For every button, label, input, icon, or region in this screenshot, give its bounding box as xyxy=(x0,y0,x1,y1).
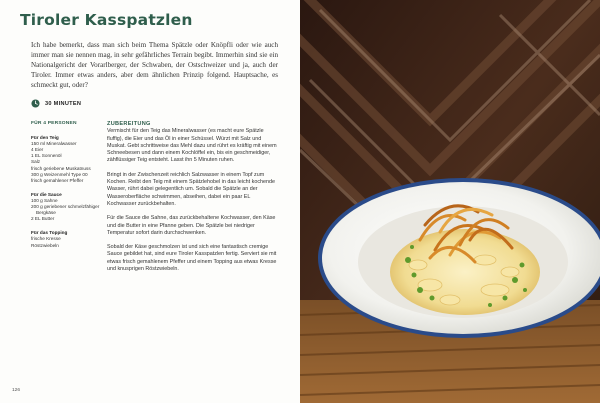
preparation-section xyxy=(107,121,278,280)
ingredient-item: 200 g geriebener schmelzfähiger xyxy=(31,204,100,210)
time-row xyxy=(31,98,81,109)
ingredients-heading: FÜR 4 PERSONEN xyxy=(31,121,77,126)
intro-text: Ich habe bemerkt, dass man sich beim Thema Spätzle oder Knöpfli oder wie auch immer man sie nennen mag, in sehr gefährliches Terrain begibt. Immerhin sind sie ein Nationalgericht der Vorarlberger, der Schwaben, der Ostschweizer und ja, auch der Tiroler. Immer etwas anders, aber dem ähnlichen Prinzip folgend. Hauptsache, es schmeckt gut, oder? xyxy=(31,41,278,89)
ingredient-item: 300 g Weizenmehl Type 00 xyxy=(31,171,88,177)
preparation-paragraph: Sobald der Käse geschmolzen ist und sich eine fantastisch cremige Sauce gebildet hat, sind eure Tiroler Kasspatzlen fertig. Serviert sie mit etwas frisch gemahlenem Pfeffer und einem Topping aus etwas Kresse und knusprigen Röstzwiebeln. xyxy=(107,244,277,273)
ingredient-group-title: Für die Sauce xyxy=(31,191,62,197)
right-page xyxy=(300,0,600,403)
preparation-paragraph: Für die Sauce die Sahne, das zurückbehaltene Kochwasser, den Käse und die Butter in eine Pfanne geben. Die Spätzle bei niedriger Temperatur sofort darin durchschwenken. xyxy=(107,215,276,236)
ingredient-group-title: Für das Topping xyxy=(31,230,68,236)
page-number: 126 xyxy=(12,388,21,393)
ingredient-item: frisch geriebene Muskatnuss xyxy=(31,165,91,171)
ingredient-item: Röstzwiebeln xyxy=(31,242,59,248)
ingredient-item: Salz xyxy=(31,159,41,165)
preparation-heading: ZUBEREITUNG xyxy=(107,121,151,127)
ingredient-item: 1 EL Sonnenöl xyxy=(31,153,62,159)
ingredient-group-title: Für den Teig xyxy=(31,135,59,141)
ingredient-item: 150 ml Mineralwasser xyxy=(31,141,77,147)
ingredient-item: frisch gemahlener Pfeffer xyxy=(31,177,84,183)
recipe-title: Tiroler Kasspatzlen xyxy=(20,11,193,29)
preparation-paragraph: Bringt in der Zwischenzeit reichlich Salzwasser in einem Topf zum Kochen. Reibt den Teig mit einem Spätzlehobel in das leicht kochende Wasser, rührt dabei gelegentlich um. Sobald die Spätzle an der Wasseroberfläche schwimmen, abseihen, dabei ein paar EL Kochwasser zurückbehalten. xyxy=(107,171,276,207)
preparation-paragraph: Vermischt für den Teig das Mineralwasser (es macht eure Spätzle fluffig), die Eier und das Öl in einer Schüssel. Würzt mit Salz und Muskat. Gebt schrittweise das Mehl dazu und rührt es kräftig mit einem Schneebesen und dann einem Kochlöffel ein, bis ein geschmeidiger, zähflüssiger Teig entsteht. Lasst ihn 5 Minuten ruhen. xyxy=(107,128,277,164)
time-label: 30 MINUTEN xyxy=(45,100,82,107)
ingredient-item: 2 EL Butter xyxy=(31,216,55,222)
ingredient-item: frische Kresse xyxy=(31,236,61,242)
ingredient-item: 100 g Sahne xyxy=(31,197,58,203)
clock-icon xyxy=(31,99,40,108)
ingredients-list xyxy=(31,121,116,249)
ingredient-item: Bergkäse xyxy=(36,210,56,216)
ingredient-item: 4 Eier xyxy=(31,147,44,153)
food-photo xyxy=(300,0,600,403)
